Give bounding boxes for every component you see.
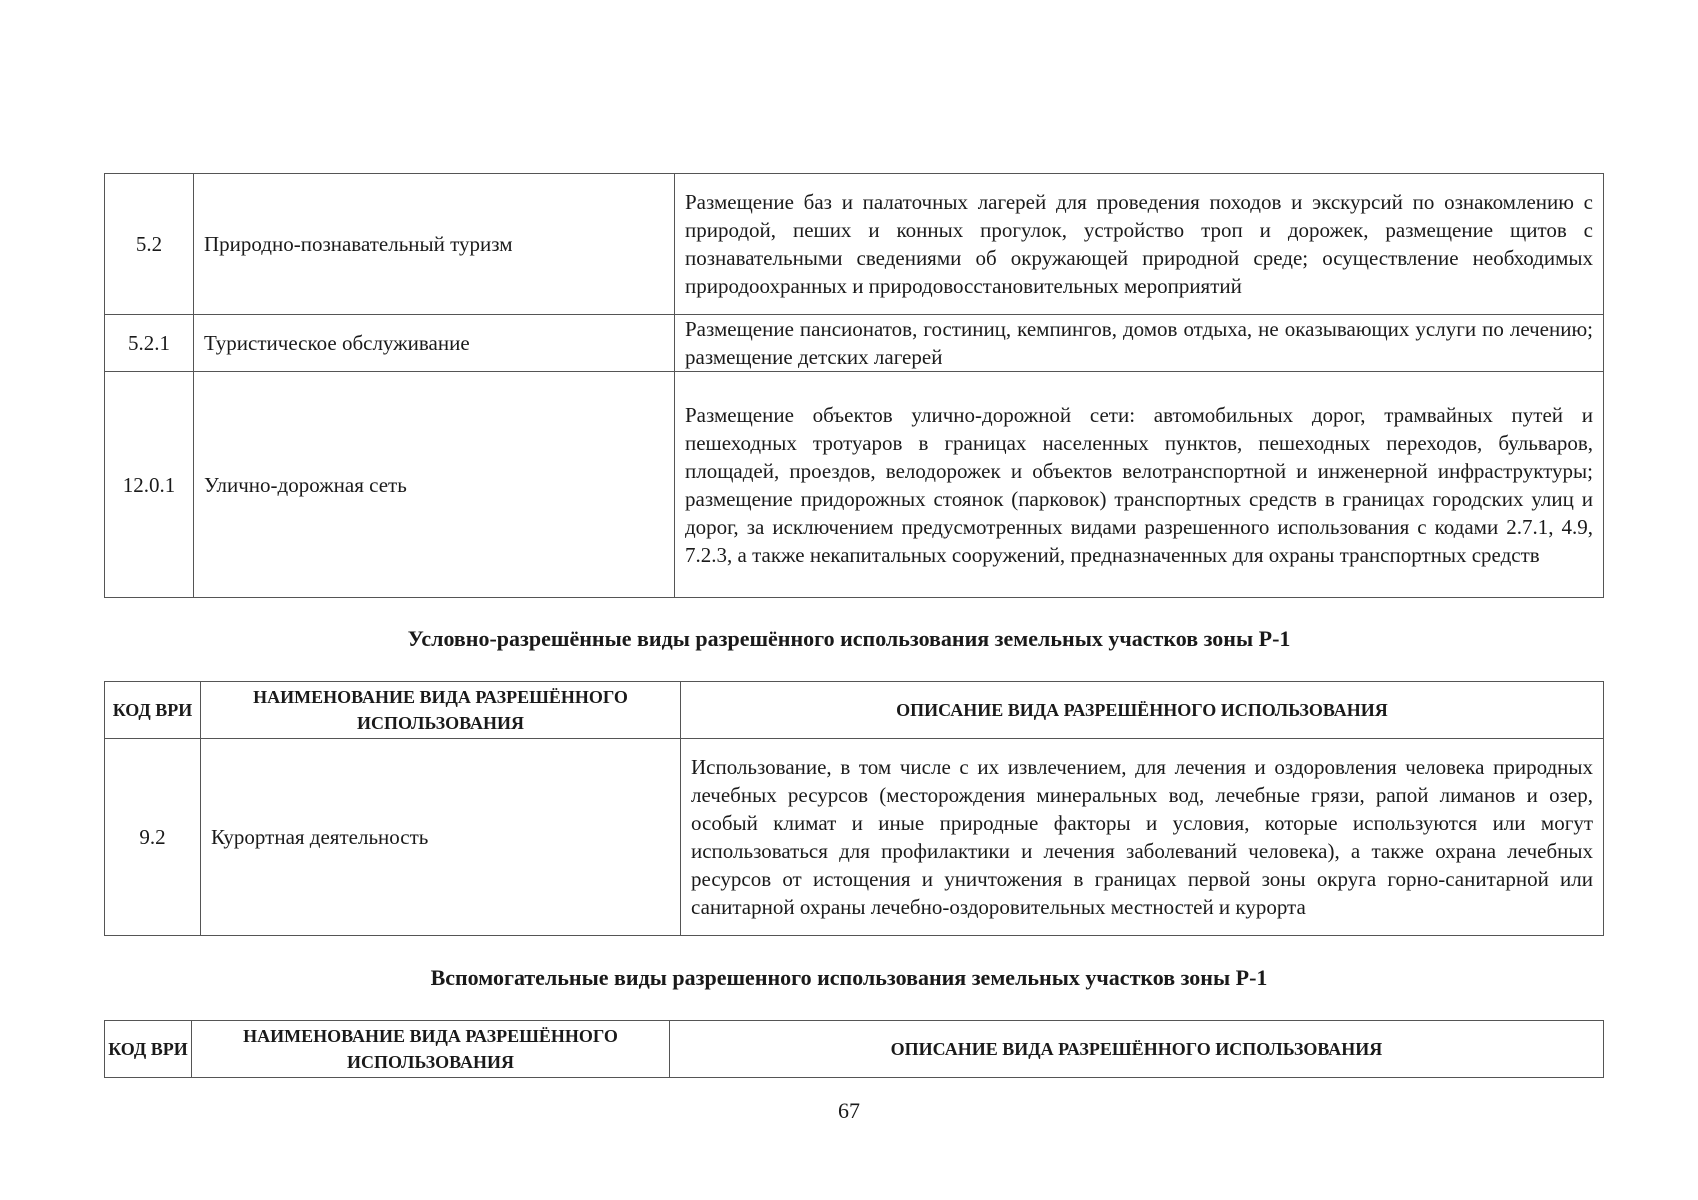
name-cell: Улично-дорожная сеть <box>194 372 675 598</box>
name-cell: Туристическое обслуживание <box>194 315 675 372</box>
table-row <box>105 174 1604 315</box>
main-permitted-uses-table <box>104 173 1604 598</box>
name-cell: Курортная деятельность <box>201 739 681 936</box>
description-cell: Размещение объектов улично-дорожной сети: автомобильных дорог, трамвайных путей и пешеходных тротуаров в границах населенных пунктов, пешеходных переходов, бульваров, площадей, проездов, велодорожек и объектов велотранспортной и инженерной инфраструктуры; размещение придорожных стоянок (парковок) транспортных средств в границах городских улиц и дорог, за исключением предусмотренных видами разрешенного использования с кодами 2.7.1, 4.9, 7.2.3, а также некапитальных сооружений, предназначенных для охраны транспортных средств <box>675 372 1604 598</box>
conditionally-permitted-uses-table <box>104 681 1604 936</box>
description-cell: Размещение баз и палаточных лагерей для проведения походов и экскурсий по ознакомлению с природой, пеших и конных прогулок, устройство троп и дорожек, размещение щитов с познавательными сведениями об окружающей природной среде; осуществление необходимых природоохранных и природовосстановительных мероприятий <box>675 174 1604 315</box>
table-row <box>105 372 1604 598</box>
description-cell: Использование, в том числе с их извлечением, для лечения и оздоровления человека природных лечебных ресурсов (месторождения минеральных вод, лечебные грязи, рапой лиманов и озер, особый климат и иные природные факторы и условия, которые используются или могут использоваться для профилактики и лечения заболеваний человека), а также охрана лечебных ресурсов от истощения и уничтожения в границах первой зоны округа горно-санитарной или санитарной охраны лечебно-оздоровительных местностей и курорта <box>681 739 1604 936</box>
header-name: НАИМЕНОВАНИЕ ВИДА РАЗРЕШЁННОГО ИСПОЛЬЗОВАНИЯ <box>192 1021 670 1078</box>
table-row <box>105 315 1604 372</box>
code-cell: 5.2.1 <box>105 315 194 372</box>
page-number: 67 <box>838 1098 860 1123</box>
description-cell: Размещение пансионатов, гостиниц, кемпингов, домов отдыха, не оказывающих услуги по лечению; размещение детских лагерей <box>675 315 1604 372</box>
section-heading: Вспомогательные виды разрешенного использования земельных участков зоны Р-1 <box>430 965 1268 990</box>
auxiliary-uses-table <box>104 1020 1604 1078</box>
header-code: КОД ВРИ <box>105 682 201 739</box>
header-name: НАИМЕНОВАНИЕ ВИДА РАЗРЕШЁННОГО ИСПОЛЬЗОВАНИЯ <box>201 682 681 739</box>
table-header-row <box>105 1021 1604 1078</box>
header-description: ОПИСАНИЕ ВИДА РАЗРЕШЁННОГО ИСПОЛЬЗОВАНИЯ <box>681 682 1604 739</box>
header-code: КОД ВРИ <box>105 1021 192 1078</box>
table-header-row <box>105 682 1604 739</box>
code-cell: 9.2 <box>105 739 201 936</box>
code-cell: 12.0.1 <box>105 372 194 598</box>
table-row <box>105 739 1604 936</box>
code-cell: 5.2 <box>105 174 194 315</box>
header-description: ОПИСАНИЕ ВИДА РАЗРЕШЁННОГО ИСПОЛЬЗОВАНИЯ <box>670 1021 1604 1078</box>
section-heading: Условно-разрешённые виды разрешённого использования земельных участков зоны Р-1 <box>407 626 1291 651</box>
name-cell: Природно-познавательный туризм <box>194 174 675 315</box>
